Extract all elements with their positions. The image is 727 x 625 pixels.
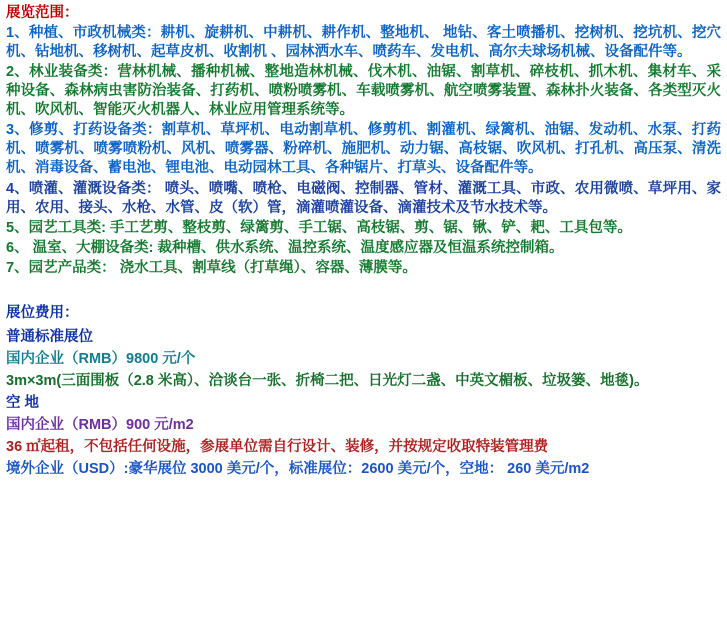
fee-overseas: 境外企业（USD）:豪华展位 3000 美元/个，标准展位：2600 美元/个，空地： 260 美元/m2	[6, 460, 590, 477]
scope-item-7: 7、园艺产品类： 浇水工具、割草线（打草绳）、容器、薄膜等。	[6, 260, 417, 276]
fee-domestic-land: 国内企业（RMB）900 元/m2	[6, 416, 194, 433]
fee-domestic-rmb: 国内企业（RMB）9800 元/个	[6, 350, 196, 367]
scope-item-1: 1、种植、市政机械类：耕机、旋耕机、中耕机、耕作机、整地机、 地钻、客土喷播机、挖树机、挖坑机、挖穴机、钻地机、移树机、起草皮机、收割机 、园林洒水车、喷药车、发电机、高尔夫球场机械、设备配件等。	[6, 24, 721, 60]
section-divider-space	[6, 279, 721, 294]
page-title: 展览范围：	[6, 5, 79, 21]
scope-item-3: 3、修剪、打药设备类：割草机、草坪机、电动割草机、修剪机、割灌机、绿篱机、油锯、发动机、水泵、打药机、喷雾机、喷雾喷粉机、风机、喷雾器、粉碎机、施肥机、动力锯、高枝锯、吹风机、打孔机、高压泵、清洗机、消毒设备、蓄电池、锂电池、电动园林工具、各种锯片、打草头、设备配件等。	[6, 122, 721, 177]
scope-item-4: 4、喷灌、灌溉设备类： 喷头、喷嘴、喷枪、电磁阀、控制器、管材、灌溉工具、市政、农用微喷、草坪用、家用、农用、接头、水枪、水管、皮（软）管，滴灌喷灌设备、滴灌技术及节水技术等。	[6, 180, 721, 216]
fee-standard-booth: 普通标准展位	[6, 328, 93, 345]
scope-item-6: 6、 温室、大棚设备类: 裁种槽、供水系统、温控系统、温度感应器及恒温系统控制箱。	[6, 239, 564, 256]
section-divider-space-2	[6, 294, 721, 302]
fees-title: 展位费用：	[6, 305, 79, 322]
fee-land-note: 36 ㎡起租，不包括任何设施，参展单位需自行设计、装修，并按规定收取特装管理费	[6, 438, 549, 455]
scope-item-2: 2、林业装备类：营林机械、播种机械、整地造林机械、伐木机、油锯、割草机、碎枝机、抓木机、集材车、采种设备、森林病虫害防治装备、打药机、喷粉喷雾机、车载喷雾机、航空喷雾装置、森林扑火装备、各类型灭火机、吹风机、智能灭火机器人、林业应用管理系统等。	[6, 63, 721, 118]
scope-item-5: 5、园艺工具类: 手工艺剪、整枝剪、绿篱剪、手工锯、高枝锯、剪、锯、锹、铲、耙、工具包等。	[6, 219, 632, 236]
fee-empty-land: 空 地	[6, 394, 40, 411]
fee-booth-spec: 3m×3m(三面围板（2.8 米高）、洽谈台一张、折椅二把、日光灯二盏、中英文楣板、垃圾篓、地毯)。	[6, 372, 649, 389]
